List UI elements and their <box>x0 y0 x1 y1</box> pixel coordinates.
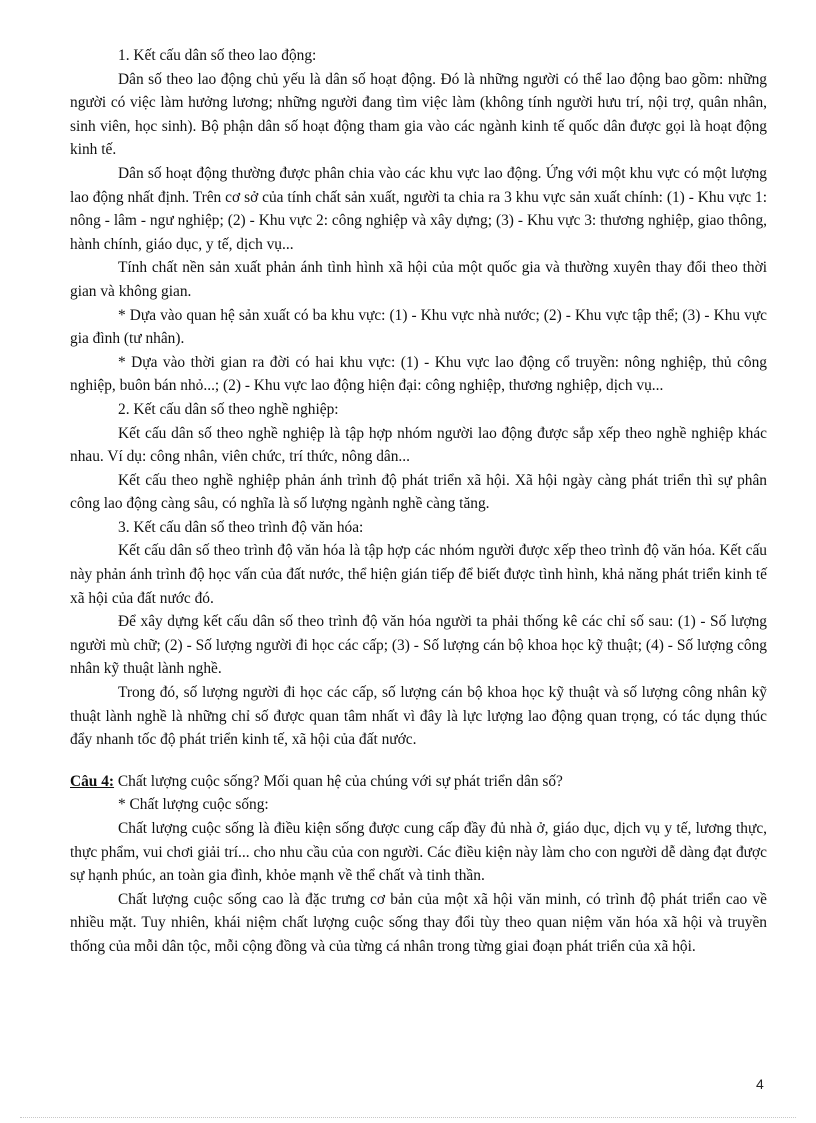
paragraph: Kết cấu theo nghề nghiệp phản ánh trình độ phát triển xã hội. Xã hội ngày càng phát triển thì sự phân công lao động càng sâu, có nghĩa là số lượng ngành nghề càng tăng. <box>70 471 767 513</box>
question-line <box>70 770 767 794</box>
section-heading-labor: 1. Kết cấu dân số theo lao động: <box>118 47 317 64</box>
paragraph: Trong đó, số lượng người đi học các cấp, số lượng cán bộ khoa học kỹ thuật và số lượng công nhân kỹ thuật lành nghề là những chỉ số được quan tâm nhất vì đây là lực lượng lao động quan trọng, có tác dụng thúc đẩy nhanh tốc độ phát triển kinh tế, xã hội của đất nước. <box>70 684 767 749</box>
section-heading-occupation: 2. Kết cấu dân số theo nghề nghiệp: <box>118 400 339 418</box>
document-body <box>70 44 767 959</box>
paragraph: * Dựa vào thời gian ra đời có hai khu vực: (1) - Khu vực lao động cổ truyền: nông nghiệp, thủ công nghiệp, buôn bán nhỏ...; (2) - Khu vực lao động hiện đại: công nghiệp, thương nghiệp, dịch vụ... <box>70 353 767 395</box>
section-heading-education: 3. Kết cấu dân số theo trình độ văn hóa: <box>118 518 364 536</box>
paragraph: Chất lượng cuộc sống là điều kiện sống được cung cấp đầy đủ nhà ở, giáo dục, dịch vụ y tế, lương thực, thực phẩm, vui chơi giải trí... cho nhu cầu của con người. Các điều kiện này làm cho con người dễ dàng đạt được sự hạnh phúc, an toàn gia đình, khỏe mạnh về thể chất và tinh thần. <box>70 820 767 885</box>
question-text: Chất lượng cuộc sống? Mối quan hệ của chúng với sự phát triển dân số? <box>114 772 563 790</box>
paragraph: Để xây dựng kết cấu dân số theo trình độ văn hóa người ta phải thống kê các chỉ số sau: (1) - Số lượng người mù chữ; (2) - Số lượng người đi học các cấp; (3) - Số lượng cán bộ khoa học kỹ thuật; (4) - Số lượng công nhân kỹ thuật lành nghề. <box>70 613 767 678</box>
paragraph: Chất lượng cuộc sống cao là đặc trưng cơ bản của một xã hội văn minh, có trình độ phát triển cao về nhiều mặt. Tuy nhiên, khái niệm chất lượng cuộc sống thay đổi tùy theo quan niệm văn hóa xã hội và truyền thống của mỗi dân tộc, mỗi cộng đồng và của từng cá nhân trong từng giai đoạn phát triển của xã hội. <box>70 890 767 955</box>
paragraph: Kết cấu dân số theo nghề nghiệp là tập hợp nhóm người lao động được sắp xếp theo nghề nghiệp khác nhau. Ví dụ: công nhân, viên chức, trí thức, nông dân... <box>70 424 767 466</box>
paragraph: Dân số theo lao động chủ yếu là dân số hoạt động. Đó là những người có thể lao động bao gồm: những người có việc làm hưởng lương; những người đang tìm việc làm (không tính người hưu trí, nội trợ, quân nhân, sinh viên, học sinh). Bộ phận dân số hoạt động tham gia vào các ngành kinh tế quốc dân được gọi là hoạt động kinh tế. <box>70 70 767 159</box>
question-label: Câu 4: <box>70 772 115 790</box>
footer-divider <box>20 1117 796 1118</box>
answer-subheading: * Chất lượng cuộc sống: <box>118 796 269 814</box>
paragraph: * Dựa vào quan hệ sản xuất có ba khu vực: (1) - Khu vực nhà nước; (2) - Khu vực tập thể; (3) - Khu vực gia đình (tư nhân). <box>70 306 767 348</box>
paragraph: Tính chất nền sản xuất phản ánh tình hình xã hội của một quốc gia và thường xuyên thay đổi theo thời gian và không gian. <box>70 259 767 300</box>
paragraph: Kết cấu dân số theo trình độ văn hóa là tập hợp các nhóm người được xếp theo trình độ văn hóa. Kết cấu này phản ánh trình độ học vấn của đất nước, thể hiện gián tiếp để biết được tình hình, khả năng phát triển kinh tế xã hội của đất nước đó. <box>70 542 767 607</box>
page-number: 4 <box>756 1076 764 1092</box>
paragraph: Dân số hoạt động thường được phân chia vào các khu vực lao động. Ứng với một khu vực có một lượng lao động nhất định. Trên cơ sở của tính chất sản xuất, người ta chia ra 3 khu vực sản xuất chính: (1) - Khu vực 1: nông - lâm - ngư nghiệp; (2) - Khu vực 2: công nghiệp và xây dựng; (3) - Khu vực 3: thương nghiệp, giao thông, hành chính, giáo dục, y tế, dịch vụ... <box>70 164 767 253</box>
